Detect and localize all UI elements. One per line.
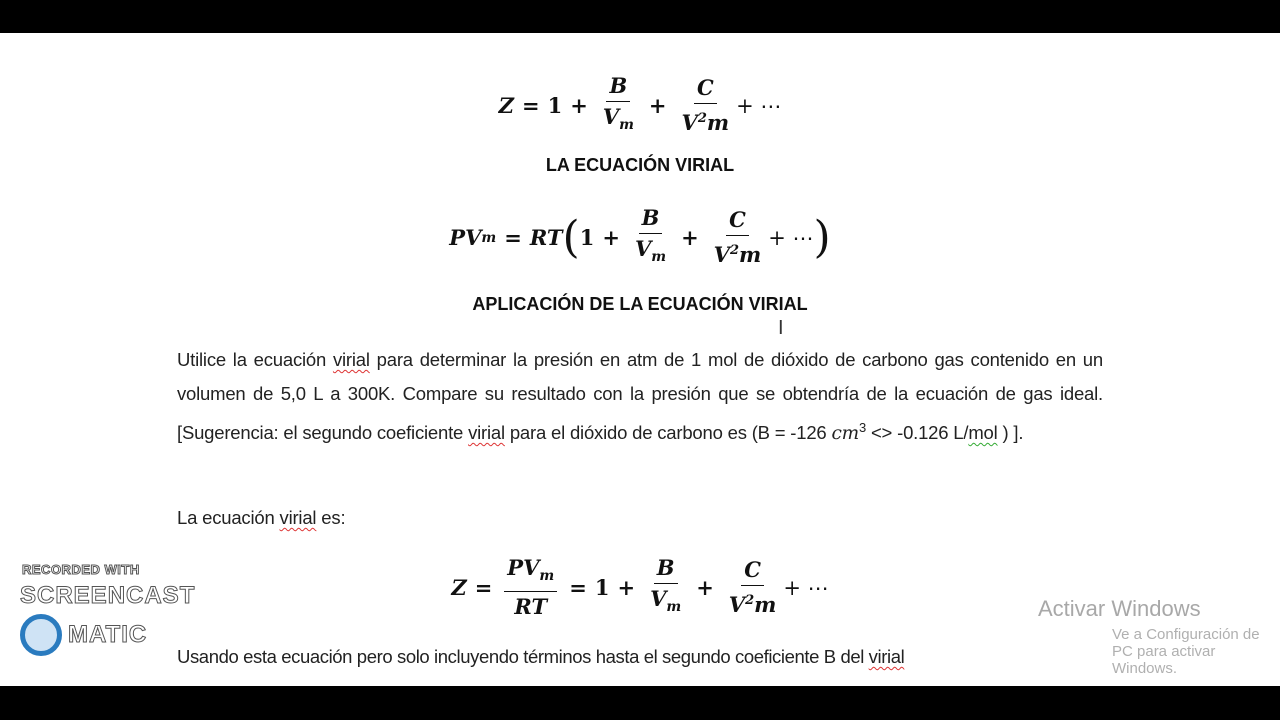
numerator: B bbox=[654, 553, 678, 584]
denominator bbox=[711, 236, 765, 270]
operator: = bbox=[504, 225, 522, 250]
denominator bbox=[679, 104, 733, 138]
denominator bbox=[647, 584, 684, 622]
symbol: V bbox=[650, 586, 667, 611]
fraction-c-v2m bbox=[679, 73, 733, 138]
operator: + bbox=[617, 575, 636, 600]
text: Utilice la ecuación bbox=[177, 349, 333, 370]
subscript: m bbox=[539, 568, 555, 584]
numerator: C bbox=[726, 205, 749, 236]
superscript: 3 bbox=[858, 420, 867, 435]
fraction-pv-rt bbox=[504, 553, 557, 622]
symbol: V bbox=[602, 104, 620, 129]
superscript: 2 bbox=[697, 111, 707, 126]
heading-virial-equation: LA ECUACIÓN VIRIAL bbox=[545, 155, 735, 175]
denominator bbox=[632, 234, 669, 272]
right-paren: ) bbox=[813, 211, 831, 263]
equation-virial bbox=[0, 203, 1280, 272]
symbol: m bbox=[706, 110, 730, 135]
text-cursor-icon: I bbox=[778, 317, 784, 339]
denominator: RT bbox=[514, 594, 548, 619]
screencast-watermark-small: RECORDED WITH bbox=[22, 562, 140, 577]
operator: = bbox=[474, 575, 493, 600]
number: 1 bbox=[547, 93, 563, 118]
fraction-b-vm bbox=[647, 553, 684, 622]
spelling-flag: virial bbox=[279, 507, 317, 528]
operator: + bbox=[681, 225, 699, 250]
activate-windows-subtitle: Ve a Configuración de PC para activar Windows. bbox=[1112, 626, 1260, 677]
ellipsis: + ⋯ bbox=[768, 225, 814, 250]
grammar-flag: mol bbox=[968, 422, 998, 444]
ellipsis: + ⋯ bbox=[783, 575, 829, 600]
numerator: C bbox=[694, 73, 717, 104]
operator: + bbox=[648, 93, 667, 118]
superscript: 2 bbox=[729, 243, 740, 258]
text: Usando esta ecuación pero solo incluyendo términos hasta el segundo coeficiente B del bbox=[177, 646, 869, 667]
superscript: 2 bbox=[745, 593, 755, 608]
text: ) ]. bbox=[997, 422, 1024, 444]
last-line bbox=[177, 640, 1103, 674]
screencast-watermark: SCREENCAST bbox=[20, 582, 196, 609]
symbol: Z bbox=[498, 93, 514, 118]
symbol: V bbox=[713, 242, 730, 267]
screencast-watermark-logo-row bbox=[20, 614, 147, 656]
numerator: C bbox=[741, 555, 764, 586]
number: 1 bbox=[594, 575, 610, 600]
operator: + bbox=[696, 575, 714, 600]
numerator: B bbox=[639, 203, 663, 234]
symbol: V bbox=[681, 110, 698, 135]
operator: = bbox=[521, 93, 540, 118]
ellipsis: + ⋯ bbox=[736, 93, 782, 118]
operator: + bbox=[602, 225, 620, 250]
activate-windows-title: Activar Windows bbox=[1038, 596, 1201, 621]
spelling-flag: virial bbox=[868, 646, 905, 667]
fraction-c-v2m bbox=[726, 555, 780, 620]
intro-line bbox=[177, 501, 1103, 535]
symbol: m bbox=[739, 242, 762, 267]
unit: cm bbox=[831, 423, 859, 445]
fraction-c-v2m bbox=[711, 205, 765, 270]
text: para el dióxido de carbono es (B = -126 bbox=[504, 422, 832, 444]
numerator bbox=[504, 553, 557, 592]
denominator bbox=[726, 586, 780, 620]
heading-application: APLICACIÓN DE LA ECUACIÓN VIRIAL bbox=[472, 294, 808, 314]
denominator bbox=[600, 102, 637, 140]
subscript: m bbox=[666, 599, 682, 615]
spelling-flag: virial bbox=[468, 422, 505, 444]
symbol: PV bbox=[507, 555, 540, 580]
text: es: bbox=[316, 507, 346, 528]
fraction-b-vm bbox=[632, 203, 669, 272]
spelling-flag: virial bbox=[332, 349, 370, 370]
symbol: PV bbox=[449, 225, 482, 250]
subscript: m bbox=[619, 117, 634, 133]
numerator: B bbox=[606, 71, 630, 102]
watermark-text: MATIC bbox=[68, 621, 148, 648]
equation-compressibility bbox=[0, 71, 1280, 140]
operator: + bbox=[570, 93, 588, 118]
symbol: V bbox=[728, 592, 746, 617]
symbol: Z bbox=[451, 575, 467, 600]
number: 1 bbox=[579, 225, 595, 250]
subscript: m bbox=[651, 249, 667, 265]
operator: = bbox=[569, 575, 587, 600]
symbol: V bbox=[634, 236, 652, 261]
text: para determinar la presión en atm de 1 mol de dióxido de carbono gas contenido en un volumen de 5,0 L a 300K. Compare su resultado con la presión que se obtendría de la ecuación de gas ideal. [Sugerencia: el segundo coeficiente bbox=[177, 349, 1103, 444]
text: <> -0.126 L/ bbox=[866, 422, 969, 444]
subscript: m bbox=[481, 229, 497, 246]
left-paren: ( bbox=[562, 211, 580, 263]
screencast-logo-icon bbox=[20, 614, 62, 656]
problem-paragraph bbox=[177, 343, 1103, 451]
fraction-b-vm bbox=[600, 71, 637, 140]
text: La ecuación bbox=[177, 507, 280, 528]
symbol: RT bbox=[529, 225, 563, 250]
symbol: m bbox=[754, 592, 777, 617]
